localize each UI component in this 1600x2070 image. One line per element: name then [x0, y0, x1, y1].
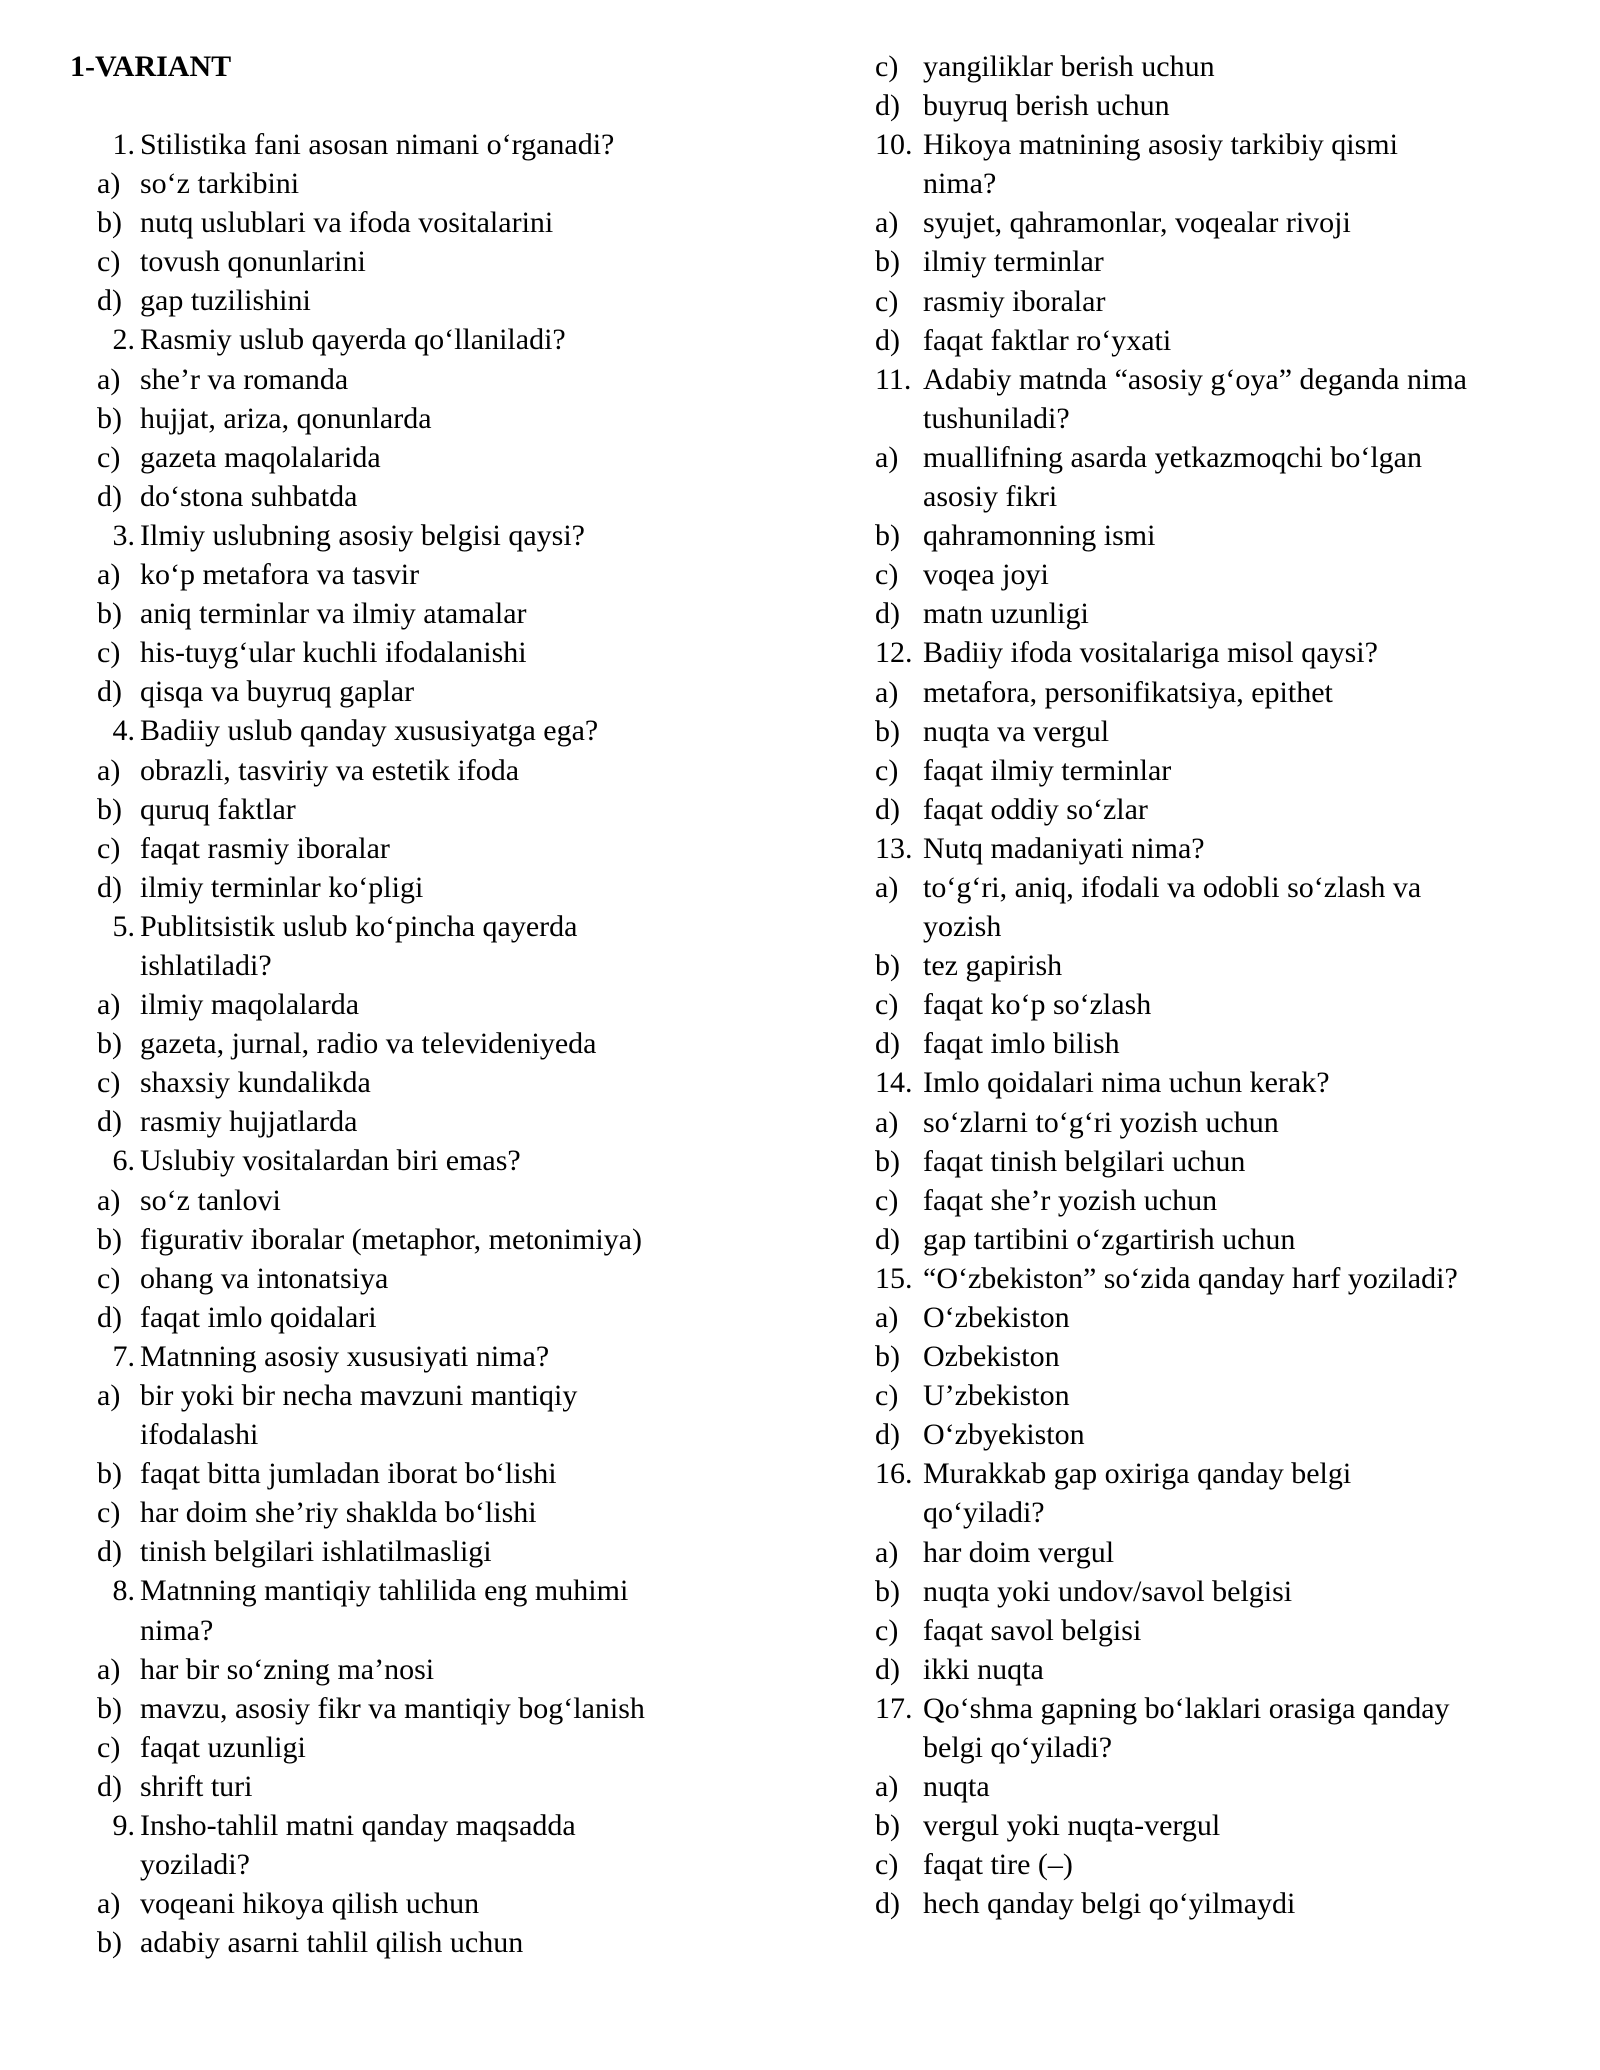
- question-text: Matnning mantiqiy tahlilida eng muhimi: [140, 1574, 629, 1608]
- option-line: [70, 594, 770, 633]
- option-line: [873, 242, 1573, 281]
- option-line: [70, 790, 770, 829]
- option-line: [70, 868, 770, 907]
- option-letter: a): [875, 870, 899, 904]
- option-letter: b): [875, 245, 900, 279]
- option-text: matn uzunligi: [923, 597, 1089, 631]
- option-letter: c): [875, 1183, 899, 1217]
- option-text: metafora, personifikatsiya, epithet: [923, 675, 1333, 709]
- option-line: [873, 1337, 1573, 1376]
- indent: [70, 946, 140, 985]
- option-letter: b): [97, 401, 122, 435]
- option-text: adabiy asarni tahlil qilish uchun: [140, 1926, 524, 1960]
- question-text: “O‘zbekiston” so‘zida qanday harf yoziladi?: [923, 1261, 1458, 1295]
- question-number: 3.: [112, 518, 135, 552]
- option-line: [70, 399, 770, 438]
- question-line: [873, 1689, 1573, 1728]
- continuation-text: nima?: [923, 167, 997, 201]
- question-line: [70, 1571, 770, 1610]
- continuation-line: [873, 399, 1573, 438]
- option-line: [873, 321, 1573, 360]
- option-line: [70, 360, 770, 399]
- option-letter: a): [97, 1887, 121, 1921]
- question-line: [873, 633, 1573, 672]
- option-letter: a): [875, 1105, 899, 1139]
- question-line: [70, 907, 770, 946]
- continuation-line: [873, 477, 1573, 516]
- question-number: 9.: [112, 1809, 135, 1843]
- option-text: faqat bitta jumladan iborat bo‘lishi: [140, 1457, 557, 1491]
- indent: [873, 907, 923, 946]
- option-text: his-tuyg‘ular kuchli ifodalanishi: [140, 636, 527, 670]
- option-line: [873, 985, 1573, 1024]
- option-letter: c): [875, 1848, 899, 1882]
- option-text: voqeani hikoya qilish uchun: [140, 1887, 480, 1921]
- option-letter: c): [97, 636, 121, 670]
- question-text: Badiiy ifoda vositalariga misol qaysi?: [923, 636, 1378, 670]
- option-letter: c): [875, 558, 899, 592]
- option-line: [873, 1533, 1573, 1572]
- option-line: [873, 1845, 1573, 1884]
- option-text: faqat savol belgisi: [923, 1613, 1142, 1647]
- option-text: faqat oddiy so‘zlar: [923, 792, 1148, 826]
- option-letter: c): [97, 245, 121, 279]
- option-text: tovush qonunlarini: [140, 245, 366, 279]
- option-line: [70, 242, 770, 281]
- continuation-line: [70, 1611, 770, 1650]
- option-text: ilmiy terminlar ko‘pligi: [140, 870, 424, 904]
- question-number: 11.: [875, 362, 912, 396]
- option-letter: b): [97, 1457, 122, 1491]
- continuation-line: [873, 1493, 1573, 1532]
- option-text: faqat uzunligi: [140, 1730, 306, 1764]
- option-letter: d): [875, 323, 900, 357]
- option-letter: d): [875, 597, 900, 631]
- question-number: 10.: [875, 128, 913, 162]
- option-line: [70, 672, 770, 711]
- question-text: Hikoya matnining asosiy tarkibiy qismi: [923, 128, 1398, 162]
- option-letter: b): [875, 949, 900, 983]
- question-text: Rasmiy uslub qayerda qo‘llaniladi?: [140, 323, 566, 357]
- continuation-text: yozish: [923, 910, 1002, 944]
- indent: [873, 477, 923, 516]
- question-line: [70, 1337, 770, 1376]
- option-text: ilmiy terminlar: [923, 245, 1104, 279]
- option-letter: a): [97, 988, 121, 1022]
- option-letter: a): [97, 362, 121, 396]
- indent: [873, 1493, 923, 1532]
- option-line: [873, 516, 1573, 555]
- option-text: faqat rasmiy iboralar: [140, 831, 390, 865]
- option-text: do‘stona suhbatda: [140, 479, 358, 513]
- question-text: Ilmiy uslubning asosiy belgisi qaysi?: [140, 518, 585, 552]
- option-line: [873, 1220, 1573, 1259]
- question-text: Adabiy matnda “asosiy g‘oya” deganda nima: [923, 362, 1467, 396]
- option-text: bir yoki bir necha mavzuni mantiqiy: [140, 1379, 578, 1412]
- option-letter: b): [875, 1144, 900, 1178]
- question-number: 15.: [875, 1261, 913, 1295]
- option-letter: a): [875, 1770, 899, 1804]
- option-line: [70, 1024, 770, 1063]
- option-text: syujet, qahramonlar, voqealar rivoji: [923, 206, 1351, 240]
- option-letter: d): [97, 479, 122, 513]
- option-line: [873, 1103, 1573, 1142]
- question-line: [873, 125, 1573, 164]
- option-line: [70, 1728, 770, 1767]
- option-text: aniq terminlar va ilmiy atamalar: [140, 597, 527, 631]
- option-line: [70, 1259, 770, 1298]
- option-letter: b): [97, 206, 122, 240]
- option-line: [70, 477, 770, 516]
- option-letter: b): [97, 1222, 122, 1256]
- option-line: [70, 203, 770, 242]
- option-text: quruq faktlar: [140, 792, 296, 826]
- option-letter: c): [875, 284, 899, 318]
- option-line: [873, 1415, 1573, 1454]
- option-letter: d): [875, 89, 900, 123]
- option-text: she’r va romanda: [140, 362, 349, 396]
- option-letter: a): [97, 1183, 121, 1217]
- option-text: gap tuzilishini: [140, 284, 311, 318]
- option-text: gazeta maqolalarida: [140, 440, 381, 474]
- question-line: [873, 1063, 1573, 1102]
- option-text: gap tartibini o‘zgartirish uchun: [923, 1222, 1296, 1256]
- question-number: 5.: [112, 909, 135, 943]
- question-number: 14.: [875, 1066, 913, 1100]
- indent: [70, 1415, 140, 1454]
- option-line: [70, 1532, 770, 1571]
- option-letter: c): [875, 50, 899, 83]
- variant-title: 1-VARIANT: [70, 50, 232, 83]
- option-text: so‘zlarni to‘g‘ri yozish uchun: [923, 1105, 1279, 1139]
- option-text: mavzu, asosiy fikr va mantiqiy bog‘lanish: [140, 1691, 645, 1725]
- right-column: [873, 47, 1573, 1924]
- option-letter: a): [97, 167, 121, 201]
- question-line: [70, 711, 770, 750]
- continuation-text: tushuniladi?: [923, 401, 1070, 435]
- option-text: gazeta, jurnal, radio va televideniyeda: [140, 1027, 597, 1061]
- option-text: faqat tire (–): [923, 1848, 1073, 1882]
- option-letter: b): [97, 1027, 122, 1061]
- option-text: faqat ko‘p so‘zlash: [923, 988, 1152, 1022]
- option-line: [70, 751, 770, 790]
- option-line: [873, 868, 1573, 907]
- right-lines: [873, 47, 1573, 1924]
- option-text: O‘zbyekiston: [923, 1418, 1085, 1452]
- question-number: 13.: [875, 831, 913, 865]
- option-text: nuqta va vergul: [923, 714, 1110, 748]
- option-letter: a): [97, 753, 121, 787]
- option-line: [873, 203, 1573, 242]
- option-text: muallifning asarda yetkazmoqchi bo‘lgan: [923, 440, 1422, 474]
- option-letter: d): [875, 1222, 900, 1256]
- option-line: [873, 555, 1573, 594]
- option-line: [70, 1181, 770, 1220]
- option-letter: a): [97, 1652, 121, 1686]
- question-text: Badiiy uslub qanday xususiyatga ega?: [140, 714, 599, 748]
- question-number: 6.: [112, 1144, 135, 1178]
- option-line: [70, 1102, 770, 1141]
- option-text: Ozbekiston: [923, 1340, 1060, 1374]
- continuation-text: yoziladi?: [140, 1848, 250, 1882]
- option-line: [873, 751, 1573, 790]
- question-line: [70, 1806, 770, 1845]
- question-line: [873, 829, 1573, 868]
- option-letter: c): [875, 1613, 899, 1647]
- option-text: rasmiy iboralar: [923, 284, 1106, 318]
- option-text: obrazli, tasviriy va estetik ifoda: [140, 753, 520, 787]
- option-letter: d): [97, 675, 122, 709]
- option-line: [873, 1650, 1573, 1689]
- option-line: [70, 633, 770, 672]
- option-line: [873, 673, 1573, 712]
- option-line: [70, 1884, 770, 1923]
- continuation-line: [70, 1415, 770, 1454]
- option-text: nuqta: [923, 1770, 990, 1804]
- question-text: Imlo qoidalari nima uchun kerak?: [923, 1066, 1330, 1100]
- option-text: to‘g‘ri, aniq, ifodali va odobli so‘zlash va: [923, 870, 1422, 904]
- option-letter: d): [97, 1535, 122, 1569]
- option-letter: b): [875, 714, 900, 748]
- option-letter: a): [97, 1379, 121, 1412]
- option-letter: b): [97, 1926, 122, 1960]
- option-line: [873, 47, 1573, 86]
- option-letter: a): [875, 675, 899, 709]
- question-line: [70, 125, 770, 164]
- option-line: [70, 1767, 770, 1806]
- option-letter: b): [875, 519, 900, 553]
- left-column: [70, 47, 770, 1962]
- option-letter: d): [97, 284, 122, 318]
- option-line: [70, 829, 770, 868]
- question-text: Qo‘shma gapning bo‘laklari orasiga qanday: [923, 1691, 1450, 1725]
- question-line: [873, 1454, 1573, 1493]
- option-letter: a): [875, 1301, 899, 1334]
- question-number: 17.: [875, 1691, 913, 1725]
- option-letter: b): [875, 1809, 900, 1843]
- option-letter: d): [875, 1887, 900, 1921]
- question-text: Stilistika fani asosan nimani o‘rganadi?: [140, 128, 615, 161]
- option-text: faqat she’r yozish uchun: [923, 1183, 1218, 1217]
- option-letter: b): [875, 1574, 900, 1608]
- option-line: [873, 712, 1573, 751]
- question-line: [70, 320, 770, 359]
- option-text: U’zbekiston: [923, 1379, 1070, 1413]
- continuation-line: [70, 946, 770, 985]
- option-letter: d): [875, 1652, 900, 1686]
- option-letter: d): [97, 1105, 122, 1139]
- option-letter: d): [875, 1418, 900, 1452]
- option-letter: d): [97, 1300, 122, 1334]
- option-line: [70, 1689, 770, 1728]
- question-line: [70, 516, 770, 555]
- option-text: faqat imlo bilish: [923, 1027, 1120, 1061]
- option-line: [873, 1142, 1573, 1181]
- continuation-text: nima?: [140, 1613, 214, 1647]
- option-line: [70, 555, 770, 594]
- option-line: [873, 594, 1573, 633]
- option-line: [873, 282, 1573, 321]
- question-line: [873, 1259, 1573, 1298]
- option-text: har doim vergul: [923, 1535, 1115, 1569]
- option-letter: c): [875, 1379, 899, 1413]
- option-letter: c): [97, 1261, 121, 1295]
- indent: [70, 1611, 140, 1650]
- option-text: ikki nuqta: [923, 1652, 1044, 1686]
- continuation-text: ishlatiladi?: [140, 948, 272, 982]
- question-number: 16.: [875, 1457, 913, 1491]
- option-text: ilmiy maqolalarda: [140, 988, 360, 1022]
- question-text: Insho-tahlil matni qanday maqsadda: [140, 1809, 576, 1843]
- option-line: [873, 1767, 1573, 1806]
- option-text: hujjat, ariza, qonunlarda: [140, 401, 432, 435]
- indent: [70, 1845, 140, 1884]
- option-text: buyruq berish uchun: [923, 89, 1170, 123]
- indent: [873, 164, 923, 203]
- question-text: Uslubiy vositalardan biri emas?: [140, 1144, 521, 1178]
- question-number: 8.: [112, 1574, 135, 1608]
- option-letter: b): [97, 792, 122, 826]
- option-text: voqea joyi: [923, 558, 1049, 592]
- option-line: [873, 946, 1573, 985]
- option-line: [873, 438, 1573, 477]
- continuation-text: belgi qo‘yiladi?: [923, 1731, 1113, 1765]
- option-letter: d): [875, 792, 900, 826]
- option-line: [873, 1298, 1573, 1337]
- question-line: [70, 1141, 770, 1180]
- option-line: [70, 985, 770, 1024]
- question-number: 4.: [112, 714, 135, 748]
- option-line: [70, 164, 770, 203]
- option-line: [70, 1298, 770, 1337]
- option-letter: c): [875, 753, 899, 787]
- option-text: rasmiy hujjatlarda: [140, 1105, 358, 1139]
- option-text: so‘z tarkibini: [140, 167, 300, 201]
- option-text: vergul yoki nuqta-vergul: [923, 1809, 1221, 1843]
- left-lines: [70, 125, 770, 1962]
- option-line: [873, 1884, 1573, 1923]
- option-text: faqat ilmiy terminlar: [923, 753, 1172, 787]
- question-line: [873, 360, 1573, 399]
- continuation-text: asosiy fikri: [923, 480, 1058, 514]
- option-letter: b): [875, 1340, 900, 1374]
- option-letter: d): [875, 1027, 900, 1061]
- option-line: [873, 1376, 1573, 1415]
- option-line: [70, 1923, 770, 1962]
- indent: [873, 399, 923, 438]
- option-letter: d): [97, 870, 122, 904]
- option-text: tez gapirish: [923, 949, 1063, 983]
- option-text: tinish belgilari ishlatilmasligi: [140, 1535, 492, 1569]
- option-text: har doim she’riy shaklda bo‘lishi: [140, 1496, 537, 1530]
- option-text: har bir so‘zning ma’nosi: [140, 1652, 435, 1686]
- continuation-text: ifodalashi: [140, 1418, 259, 1452]
- option-text: qahramonning ismi: [923, 519, 1156, 553]
- option-letter: c): [97, 440, 121, 474]
- option-letter: c): [97, 1496, 121, 1530]
- option-line: [70, 281, 770, 320]
- option-line: [70, 438, 770, 477]
- option-line: [873, 1806, 1573, 1845]
- continuation-line: [873, 164, 1573, 203]
- option-line: [873, 1611, 1573, 1650]
- option-letter: a): [875, 440, 899, 474]
- option-letter: c): [97, 831, 121, 865]
- option-letter: c): [875, 988, 899, 1022]
- option-letter: a): [875, 1535, 899, 1569]
- option-text: nutq uslublari va ifoda vositalarini: [140, 206, 554, 240]
- continuation-line: [873, 907, 1573, 946]
- option-text: yangiliklar berish uchun: [923, 50, 1215, 83]
- option-line: [873, 790, 1573, 829]
- option-line: [70, 1063, 770, 1102]
- continuation-text: qo‘yiladi?: [923, 1496, 1045, 1530]
- question-text: Murakkab gap oxiriga qanday belgi: [923, 1457, 1352, 1491]
- question-number: 12.: [875, 636, 913, 670]
- option-line: [873, 86, 1573, 125]
- question-number: 1.: [112, 128, 135, 161]
- option-line: [70, 1493, 770, 1532]
- option-text: shrift turi: [140, 1769, 253, 1803]
- question-number: 7.: [112, 1339, 135, 1373]
- option-text: qisqa va buyruq gaplar: [140, 675, 415, 709]
- option-text: nuqta yoki undov/savol belgisi: [923, 1574, 1293, 1608]
- option-letter: a): [97, 558, 121, 592]
- question-text: Matnning asosiy xususiyati nima?: [140, 1339, 550, 1373]
- option-line: [873, 1024, 1573, 1063]
- option-letter: c): [97, 1730, 121, 1764]
- option-text: O‘zbekiston: [923, 1301, 1070, 1334]
- question-number: 2.: [112, 323, 135, 357]
- option-text: ohang va intonatsiya: [140, 1261, 389, 1295]
- option-text: shaxsiy kundalikda: [140, 1066, 371, 1100]
- option-text: hech qanday belgi qo‘yilmaydi: [923, 1887, 1296, 1921]
- option-line: [70, 1650, 770, 1689]
- option-text: faqat faktlar ro‘yxati: [923, 323, 1172, 357]
- option-letter: b): [97, 597, 122, 631]
- question-text: Publitsistik uslub ko‘pincha qayerda: [140, 909, 578, 943]
- option-line: [70, 1220, 770, 1259]
- option-letter: b): [97, 1691, 122, 1725]
- option-letter: c): [97, 1066, 121, 1100]
- continuation-line: [70, 1845, 770, 1884]
- option-text: so‘z tanlovi: [140, 1183, 281, 1217]
- option-letter: d): [97, 1769, 122, 1803]
- option-text: faqat imlo qoidalari: [140, 1300, 377, 1334]
- option-text: ko‘p metafora va tasvir: [140, 558, 420, 592]
- indent: [873, 1728, 923, 1767]
- option-line: [873, 1181, 1573, 1220]
- option-text: figurativ iboralar (metaphor, metonimiya): [140, 1222, 642, 1256]
- option-line: [70, 1376, 770, 1415]
- option-line: [70, 1454, 770, 1493]
- option-letter: a): [875, 206, 899, 240]
- option-text: faqat tinish belgilari uchun: [923, 1144, 1246, 1178]
- option-line: [873, 1572, 1573, 1611]
- question-text: Nutq madaniyati nima?: [923, 831, 1205, 865]
- continuation-line: [873, 1728, 1573, 1767]
